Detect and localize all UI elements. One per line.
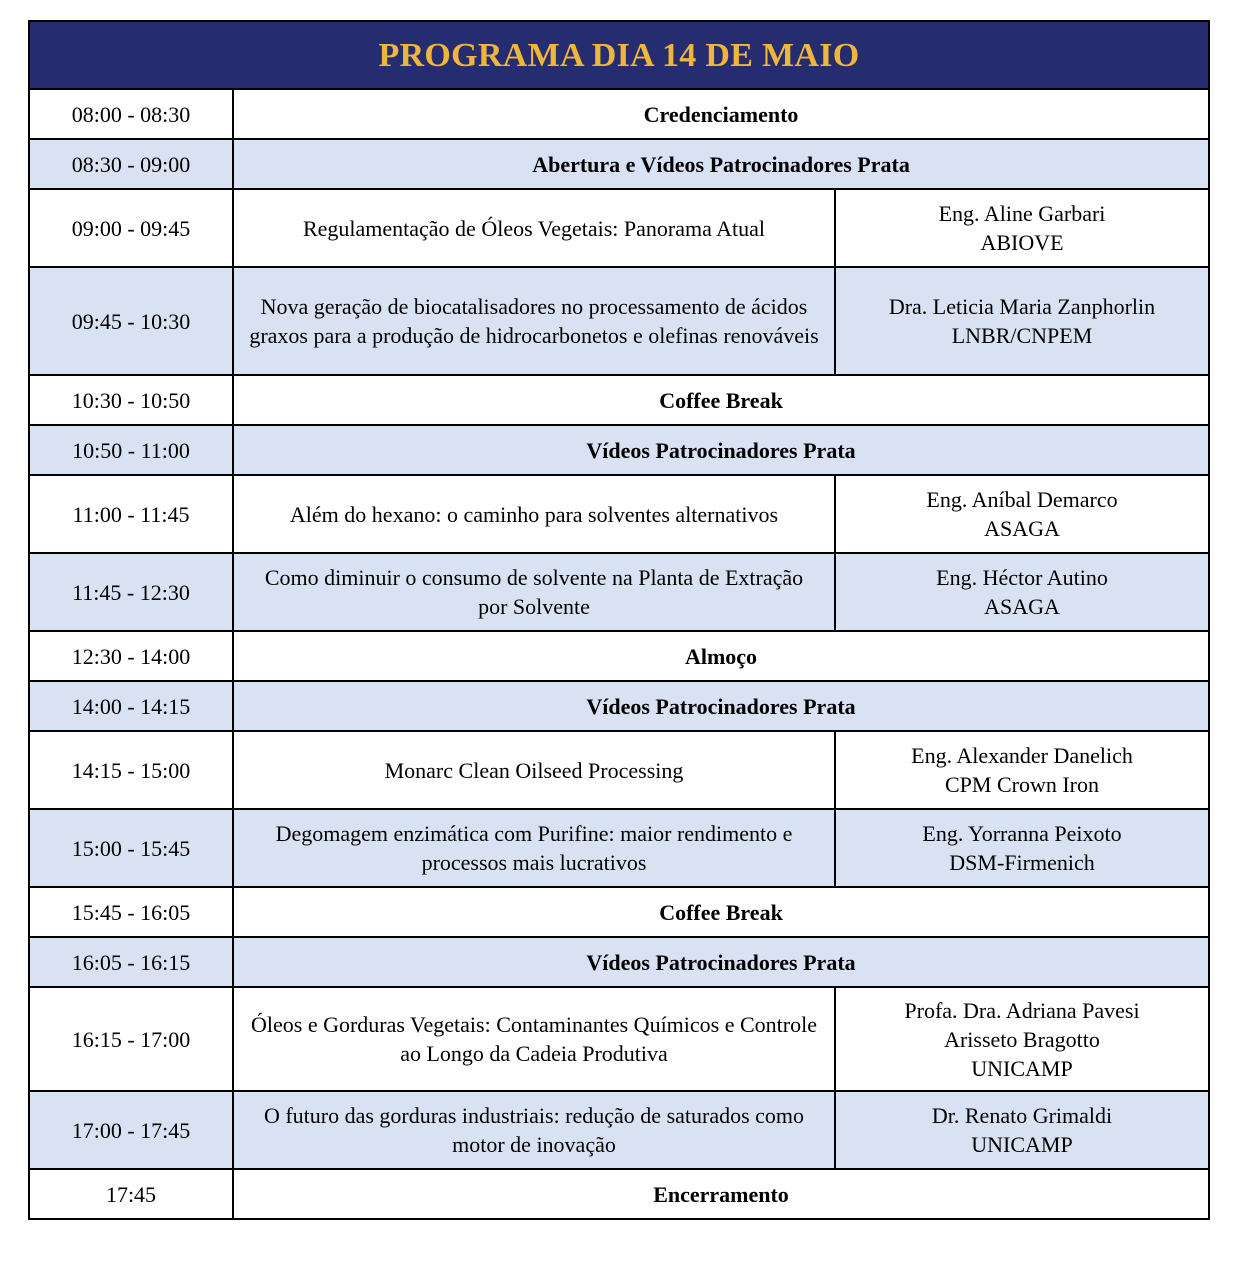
- speaker-org: CPM Crown Iron: [945, 772, 1100, 797]
- time-cell: 14:15 - 15:00: [29, 731, 233, 809]
- table-row: [29, 987, 1209, 1091]
- speaker-name: Profa. Dra. Adriana Pavesi: [904, 997, 1140, 1023]
- time-cell: 17:00 - 17:45: [29, 1091, 233, 1169]
- event-cell: Coffee Break: [233, 887, 1209, 937]
- speaker-name: Dr. Renato Grimaldi: [931, 1103, 1113, 1128]
- table-row: [29, 1091, 1209, 1169]
- time-cell: 15:45 - 16:05: [29, 887, 233, 937]
- time-cell: 08:00 - 08:30: [29, 89, 233, 139]
- speaker-cell: [835, 475, 1209, 553]
- table-row: [29, 267, 1209, 375]
- speaker-name: Eng. Yorranna Peixoto: [922, 821, 1122, 846]
- time-cell: 15:00 - 15:45: [29, 809, 233, 887]
- time-cell: 09:00 - 09:45: [29, 189, 233, 267]
- event-cell: Credenciamento: [233, 89, 1209, 139]
- table-row: [29, 375, 1209, 425]
- time-cell: 16:15 - 17:00: [29, 987, 233, 1091]
- speaker-name: Eng. Alexander Danelich: [911, 743, 1133, 768]
- table-row: [29, 189, 1209, 267]
- speaker-cell: [835, 987, 1209, 1091]
- table-row: [29, 139, 1209, 189]
- table-row: [29, 1169, 1209, 1219]
- talk-cell: Regulamentação de Óleos Vegetais: Panorama Atual: [233, 189, 835, 267]
- talk-cell: Nova geração de biocatalisadores no processamento de ácidos graxos para a produção de hidrocarbonetos e olefinas renováveis: [233, 267, 835, 375]
- time-cell: 11:45 - 12:30: [29, 553, 233, 631]
- speaker-cell: [835, 553, 1209, 631]
- event-cell: Vídeos Patrocinadores Prata: [233, 425, 1209, 475]
- speaker-org: ASAGA: [984, 594, 1060, 619]
- program-table-container: [28, 20, 1208, 1220]
- speaker-name-cont: Arisseto Bragotto: [944, 1026, 1100, 1052]
- speaker-org: UNICAMP: [971, 1132, 1073, 1157]
- speaker-cell: [835, 1091, 1209, 1169]
- talk-cell: Além do hexano: o caminho para solventes alternativos: [233, 475, 835, 553]
- table-row: [29, 731, 1209, 809]
- talk-cell: O futuro das gorduras industriais: redução de saturados como motor de inovação: [233, 1091, 835, 1169]
- event-cell: Vídeos Patrocinadores Prata: [233, 937, 1209, 987]
- speaker-org: ASAGA: [984, 516, 1060, 541]
- speaker-cell: [835, 809, 1209, 887]
- table-row: [29, 425, 1209, 475]
- speaker-name: Dra. Leticia Maria Zanphorlin: [888, 294, 1156, 319]
- table-row: [29, 89, 1209, 139]
- time-cell: 12:30 - 14:00: [29, 631, 233, 681]
- time-cell: 10:30 - 10:50: [29, 375, 233, 425]
- table-row: [29, 475, 1209, 553]
- speaker-org: DSM-Firmenich: [949, 850, 1095, 875]
- talk-cell: Óleos e Gorduras Vegetais: Contaminantes Químicos e Controle ao Longo da Cadeia Produtiva: [233, 987, 835, 1091]
- table-row: [29, 631, 1209, 681]
- time-cell: 14:00 - 14:15: [29, 681, 233, 731]
- talk-cell: Monarc Clean Oilseed Processing: [233, 731, 835, 809]
- event-cell: Coffee Break: [233, 375, 1209, 425]
- event-cell: Abertura e Vídeos Patrocinadores Prata: [233, 139, 1209, 189]
- speaker-name: Eng. Héctor Autino: [936, 565, 1108, 590]
- table-row: [29, 809, 1209, 887]
- speaker-name: Eng. Aline Garbari: [938, 201, 1106, 226]
- event-cell: Almoço: [233, 631, 1209, 681]
- speaker-org: LNBR/CNPEM: [951, 323, 1093, 348]
- speaker-name: Eng. Aníbal Demarco: [926, 487, 1118, 512]
- time-cell: 10:50 - 11:00: [29, 425, 233, 475]
- event-cell: Vídeos Patrocinadores Prata: [233, 681, 1209, 731]
- time-cell: 17:45: [29, 1169, 233, 1219]
- speaker-org: ABIOVE: [980, 230, 1064, 255]
- time-cell: 08:30 - 09:00: [29, 139, 233, 189]
- program-title: PROGRAMA DIA 14 DE MAIO: [29, 21, 1209, 89]
- speaker-cell: [835, 731, 1209, 809]
- speaker-cell: [835, 189, 1209, 267]
- table-row: [29, 681, 1209, 731]
- table-row: [29, 887, 1209, 937]
- event-cell: Encerramento: [233, 1169, 1209, 1219]
- table-row: [29, 553, 1209, 631]
- time-cell: 16:05 - 16:15: [29, 937, 233, 987]
- talk-cell: Como diminuir o consumo de solvente na Planta de Extração por Solvente: [233, 553, 835, 631]
- program-table: [28, 20, 1210, 1220]
- speaker-cell: [835, 267, 1209, 375]
- talk-cell: Degomagem enzimática com Purifine: maior rendimento e processos mais lucrativos: [233, 809, 835, 887]
- time-cell: 11:00 - 11:45: [29, 475, 233, 553]
- table-row: [29, 937, 1209, 987]
- time-cell: 09:45 - 10:30: [29, 267, 233, 375]
- speaker-org: UNICAMP: [971, 1055, 1073, 1081]
